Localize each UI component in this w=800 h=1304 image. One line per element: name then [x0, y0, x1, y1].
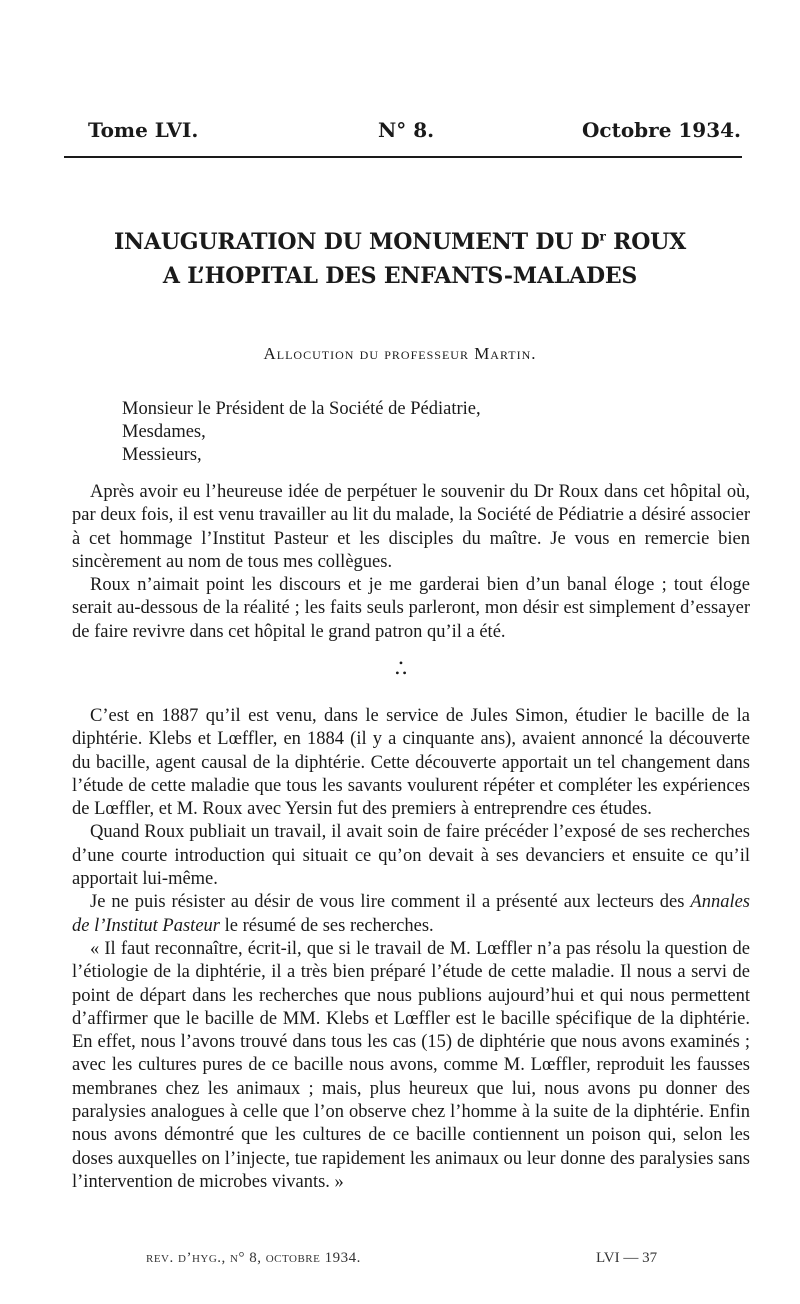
section-intro — [72, 481, 750, 644]
paragraph: C’est en 1887 qu’il est venu, dans le service de Jules Simon, étudier le bacille de la diphtérie. Klebs et Lœffler, en 1884 (il y a cinquante ans), avaient annoncé la découverte du bacille, agent causal de la diphtérie. Cette découverte apportait un tel changement dans l’étude de cette maladie que tous les savants voulurent répéter et compléter les expériences de Lœffler, et M. Roux avec Yersin fut des premiers à entreprendre ces études. — [72, 706, 750, 820]
journal-title: Annales de l’Institut Pasteur — [72, 892, 750, 936]
paragraph: Après avoir eu l’heureuse idée de perpétuer le souvenir du Dr Roux dans cet hôpital où, par deux fois, il est venu travailler au lit du malade, la Société de Pédiatrie a désiré associer à cet hommage l’Institut Pasteur et les disciples du maître. Je vous en remercie bien sincèrement au nom de tous mes collègues. — [72, 482, 750, 572]
paragraph: Roux n’aimait point les discours et je me garderai bien d’un banal éloge ; tout éloge serait au-dessous de la réalité ; les faits seuls parleront, mon désir est simplement d’essayer de faire revivre dans cet hôpital le grand patron qu’il a été. — [72, 575, 750, 642]
paragraph: Je ne puis résister au désir de vous lire comment il a présenté aux lecteurs des Annales de l’Institut Pasteur le résumé de ses recherches. — [72, 892, 750, 936]
header-numero: N° 8. — [378, 118, 435, 142]
article-subtitle: Allocution du professeur Martin. — [263, 344, 537, 363]
article-title-line-2: A L’HOPITAL DES ENFANTS-MALADES — [162, 263, 638, 289]
header-tome: Tome LVI. — [88, 118, 199, 142]
salutation-line: Messieurs, — [122, 445, 202, 465]
header-rule — [64, 156, 742, 158]
salutation-line: Monsieur le Président de la Société de Pédiatrie, — [122, 399, 481, 419]
paragraph: Quand Roux publiait un travail, il avait soin de faire précéder l’exposé de ses recherches d’une courte introduction qui situait ce qu’on devait à ses devanciers et ensuite ce qu’il apportait lui-même. — [72, 822, 750, 890]
article-title-line-1: INAUGURATION DU MONUMENT DU $D^r$ ROUX — [113, 229, 687, 255]
header-date: Octobre 1934. — [582, 118, 742, 142]
section-separator: • • • — [395, 656, 407, 680]
section-history — [72, 705, 750, 1194]
footer-page-number: LVI — 37 — [596, 1250, 658, 1266]
quotation-paragraph: « Il faut reconnaître, écrit-il, que si le travail de M. Lœffler n’a pas résolu la question de l’étiologie de la diphtérie, il a très bien préparé l’étude de cette maladie. Il nous a servi de point de départ dans les recherches que nous publions aujourd’hui et qui nous permettent d’affirmer que le bacille de MM. Klebs et Lœffler est le bacille spécifique de la diphtérie. En effet, nous l’avons trouvé dans tous les cas (15) de diphtérie que nous avons examinés ; avec les cultures pures de ce bacille nous avons, comme M. Lœffler, reproduit les fausses membranes chez les animaux ; mais, plus heureux que lui, nous avons pu donner des paralysies analogues à celle que l’on observe chez l’homme à la suite de la diphtérie. Enfin nous avons démontré que les cultures de ce bacille contiennent un poison qui, selon les doses auxquelles on l’injecte, tue rapidement les animaux ou leur donne des paralysies sans l’intervention de microbes vivants. » — [72, 938, 750, 1192]
footer-citation: rev. d’hyg., n° 8, octobre 1934. — [146, 1250, 361, 1266]
salutation-line: Mesdames, — [122, 422, 206, 442]
